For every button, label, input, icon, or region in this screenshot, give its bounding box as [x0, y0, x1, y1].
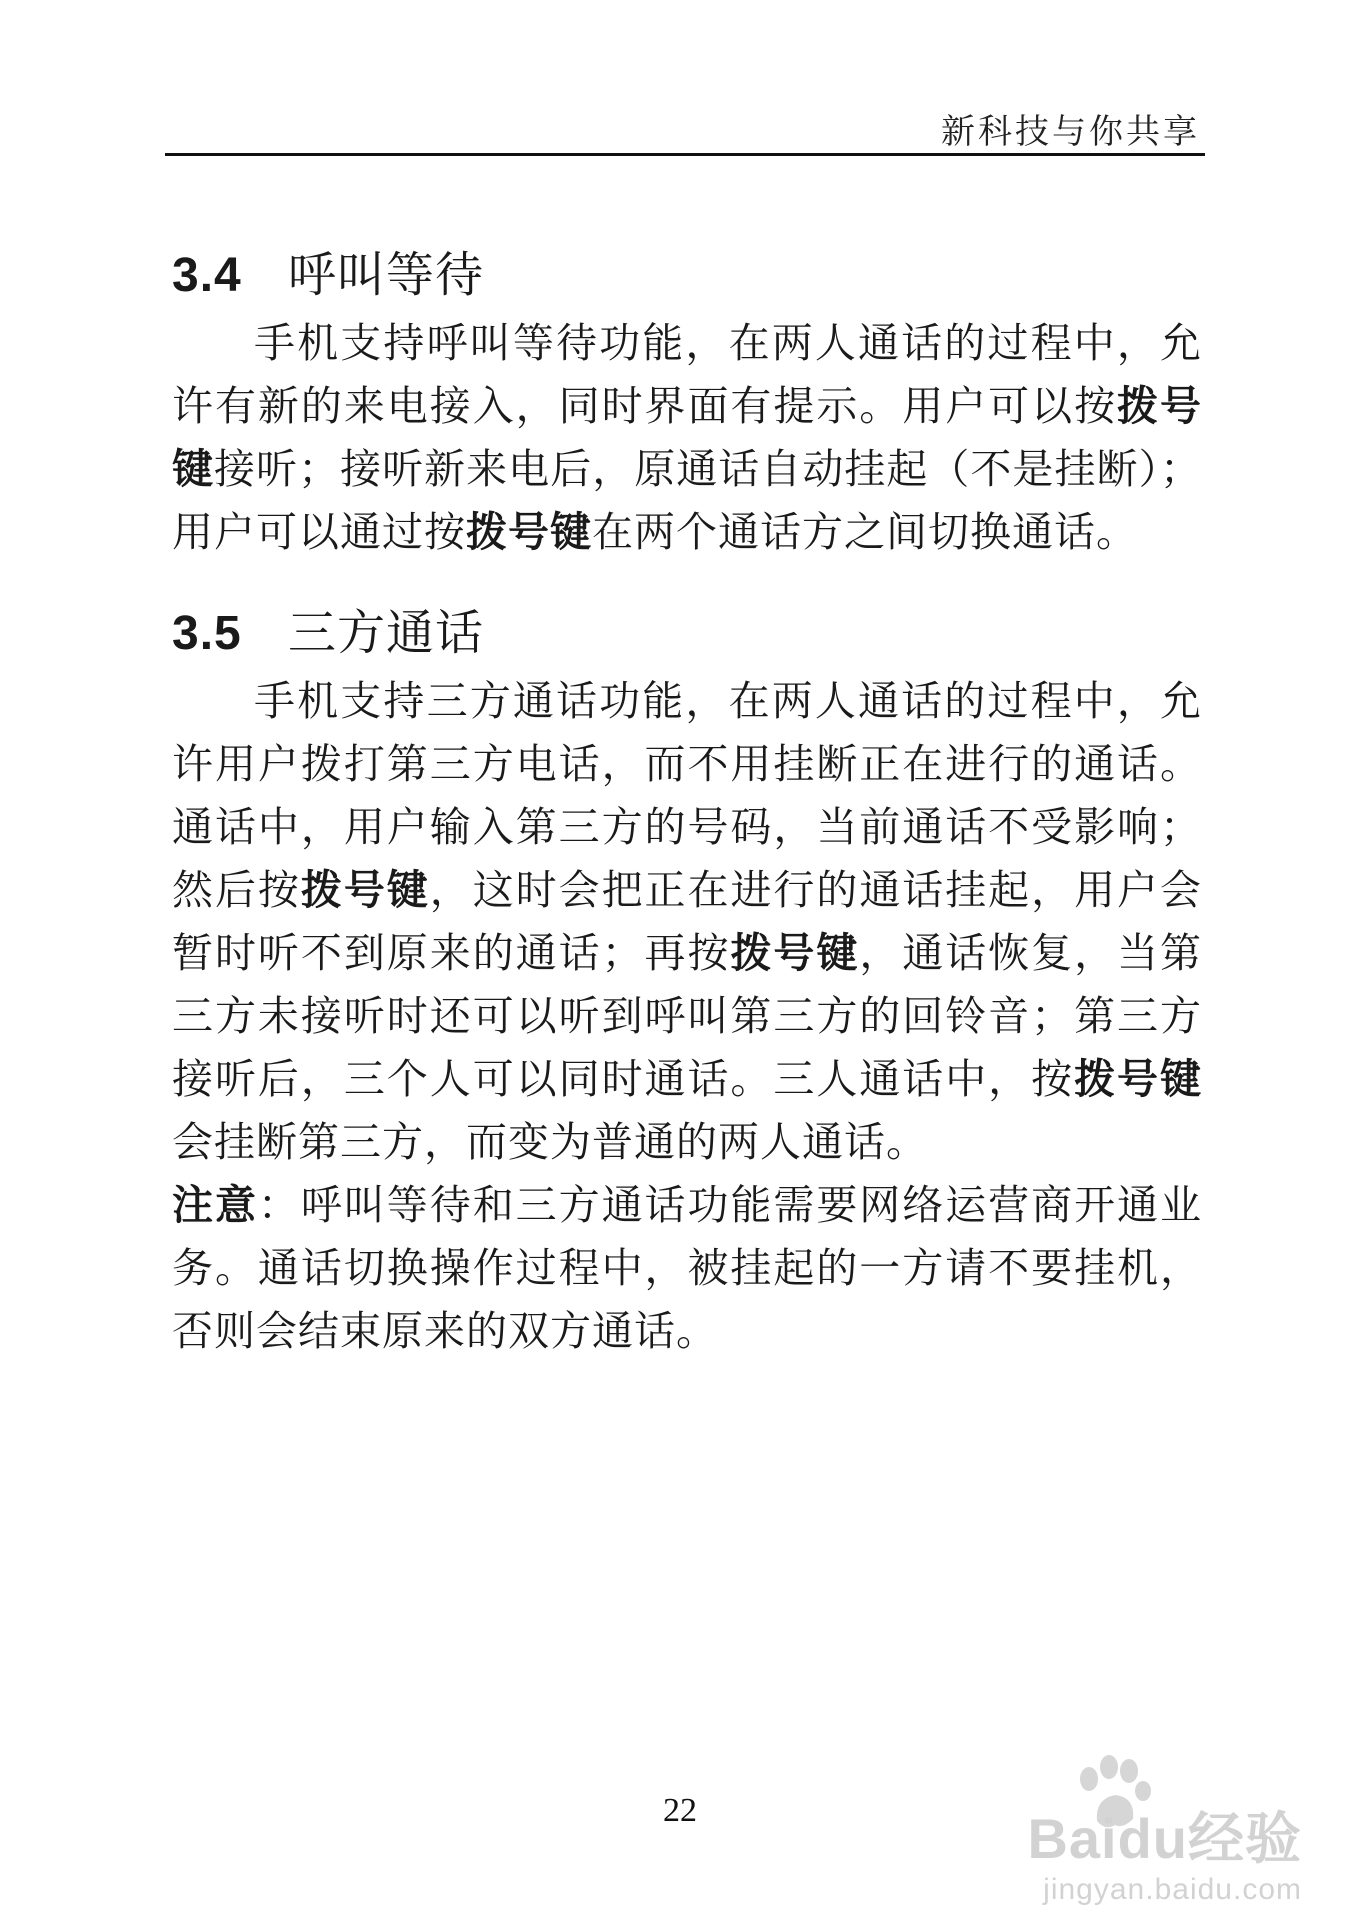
text-run: 手机支持呼叫等待功能，在两人通话的过程中，允许有新的来电接入，同时界面有提示。用户可以按: [172, 319, 1202, 430]
section-number: 3.5: [172, 607, 242, 660]
note-text: ：呼叫等待和三方通话功能需要网络运营商开通业务。通话切换操作过程中，被挂起的一方请不要挂机，否则会结束原来的双方通话。: [172, 1181, 1203, 1355]
note-label: 注意: [172, 1181, 258, 1229]
text-run: 手机支持三方通话功能，在两人通话的过程中，允许用户拨打第三方电话，而不用挂断正在进行的通话。通话中，用户输入第三方的号码，当前通话不受影响；然后按: [172, 677, 1202, 914]
section-heading-3-5: [172, 598, 1202, 668]
running-header: 新科技与你共享: [941, 112, 1200, 152]
bold-key-term: 拨号键: [730, 929, 860, 977]
page-number: 22: [663, 1792, 697, 1829]
watermark-url: jingyan.baidu.com: [1043, 1873, 1302, 1906]
baidu-jingyan-watermark: [972, 1755, 1302, 1915]
page-content: [172, 240, 1202, 1363]
section-paragraph: [172, 670, 1202, 1174]
text-run: 会挂断第三方，而变为普通的两人通话。: [172, 1118, 928, 1166]
header-rule: [165, 153, 1205, 156]
text-run: ，这时会把正在进行的通话挂起，用户会暂时听不到原来的通话；再按: [172, 866, 1203, 977]
section-paragraph: [172, 312, 1202, 564]
text-run: 在两个通话方之间切换通话。: [592, 508, 1138, 556]
section-title: 三方通话: [288, 605, 485, 661]
note-paragraph: [172, 1174, 1202, 1363]
section-title: 呼叫等待: [288, 247, 485, 303]
bold-key-term: 拨号键: [300, 866, 430, 914]
section-heading-3-4: [172, 240, 1202, 310]
bold-key-term: 拨号键: [1074, 1055, 1203, 1103]
section-number: 3.4: [172, 249, 242, 302]
text-run: ，通话恢复，当第三方未接听时还可以听到呼叫第三方的回铃音；第三方接听后，三个人可以同时通话。三人通话中，按: [172, 929, 1203, 1103]
bold-key-term: 拨号键: [466, 508, 592, 556]
text-run: 接听；接听新来电后，原通话自动挂起（不是挂断）；用户可以通过按: [172, 445, 1203, 556]
watermark-logo: Baidu经验: [1027, 1807, 1302, 1870]
bold-key-term: 拨号键: [172, 382, 1203, 493]
